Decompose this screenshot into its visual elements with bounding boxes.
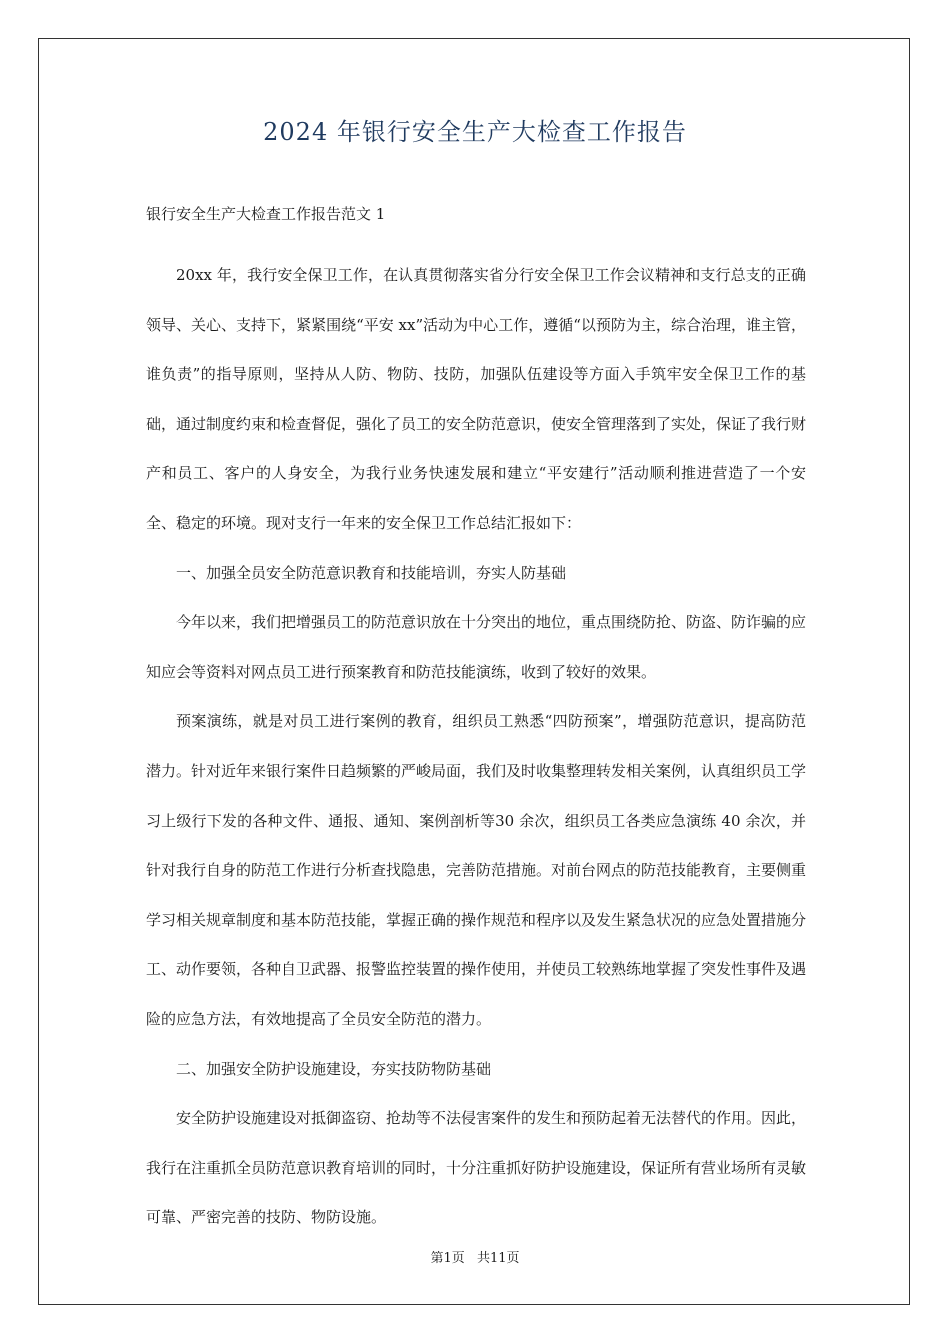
page-footer xyxy=(0,1247,950,1266)
page-total: 共11页 xyxy=(476,1251,520,1266)
document-body xyxy=(146,251,806,1243)
paragraph-facilities: 安全防护设施建设对抵御盗窃、抢劫等不法侵害案件的发生和预防起着无法替代的作用。因此，我行在注重抓全员防范意识教育培训的同时，十分注重抓好防护设施建设，保证所有营业场所有灵敏可靠、严密完善的技防、物防设施。 xyxy=(146,1109,807,1227)
paragraph-awareness: 今年以来，我们把增强员工的防范意识放在十分突出的地位，重点围绕防抢、防盗、防诈骗的应知应会等资料对网点员工进行预案教育和防范技能演练，收到了较好的效果。 xyxy=(146,613,807,681)
document-subtitle: 银行安全生产大检查工作报告范文 1 xyxy=(146,205,386,223)
page-number: 第1页 xyxy=(430,1251,465,1266)
section-heading-2: 二、加强安全防护设施建设，夯实技防物防基础 xyxy=(176,1059,492,1078)
section-heading-1: 一、加强全员安全防范意识教育和技能培训，夯实人防基础 xyxy=(176,563,567,582)
paragraph-intro: 20xx 年，我行安全保卫工作，在认真贯彻落实省分行安全保卫工作会议精神和支行总支的正确领导、关心、支持下，紧紧围绕“平安 xx”活动为中心工作，遵循“以预防为主，综合治理，谁主管，谁负责”的指导原则，坚持从人防、物防、技防，加强队伍建设等方面入手筑牢安全保卫工作的基础，通过制度约束和检查督促，强化了员工的安全防范意识，使安全管理落到了实处，保证了我行财产和员工、客户的人身安全，为我行业务快速发展和建立“平安建行”活动顺利推进营造了一个安全、稳定的环境。现对支行一年来的安全保卫工作总结汇报如下： xyxy=(146,266,807,532)
document-title: 2024 年银行安全生产大检查工作报告 xyxy=(263,118,687,146)
paragraph-drills: 预案演练，就是对员工进行案例的教育，组织员工熟悉“四防预案”，增强防范意识，提高防范潜力。针对近年来银行案件日趋频繁的严峻局面，我们及时收集整理转发相关案例，认真组织员工学习上级行下发的各种文件、通报、通知、案例剖析等30 余次，组织员工各类应急演练 40 余次，并针对我行自身的防范工作进行分析查找隐患，完善防范措施。对前台网点的防范技能教育，主要侧重学习相关规章制度和基本防范技能，掌握正确的操作规范和程序以及发生紧急状况的应急处置措施分工、动作要领，各种自卫武器、报警监控装置的操作使用，并使员工较熟练地掌握了突发性事件及遇险的应急方法，有效地提高了全员安全防范的潜力。 xyxy=(146,712,807,1028)
